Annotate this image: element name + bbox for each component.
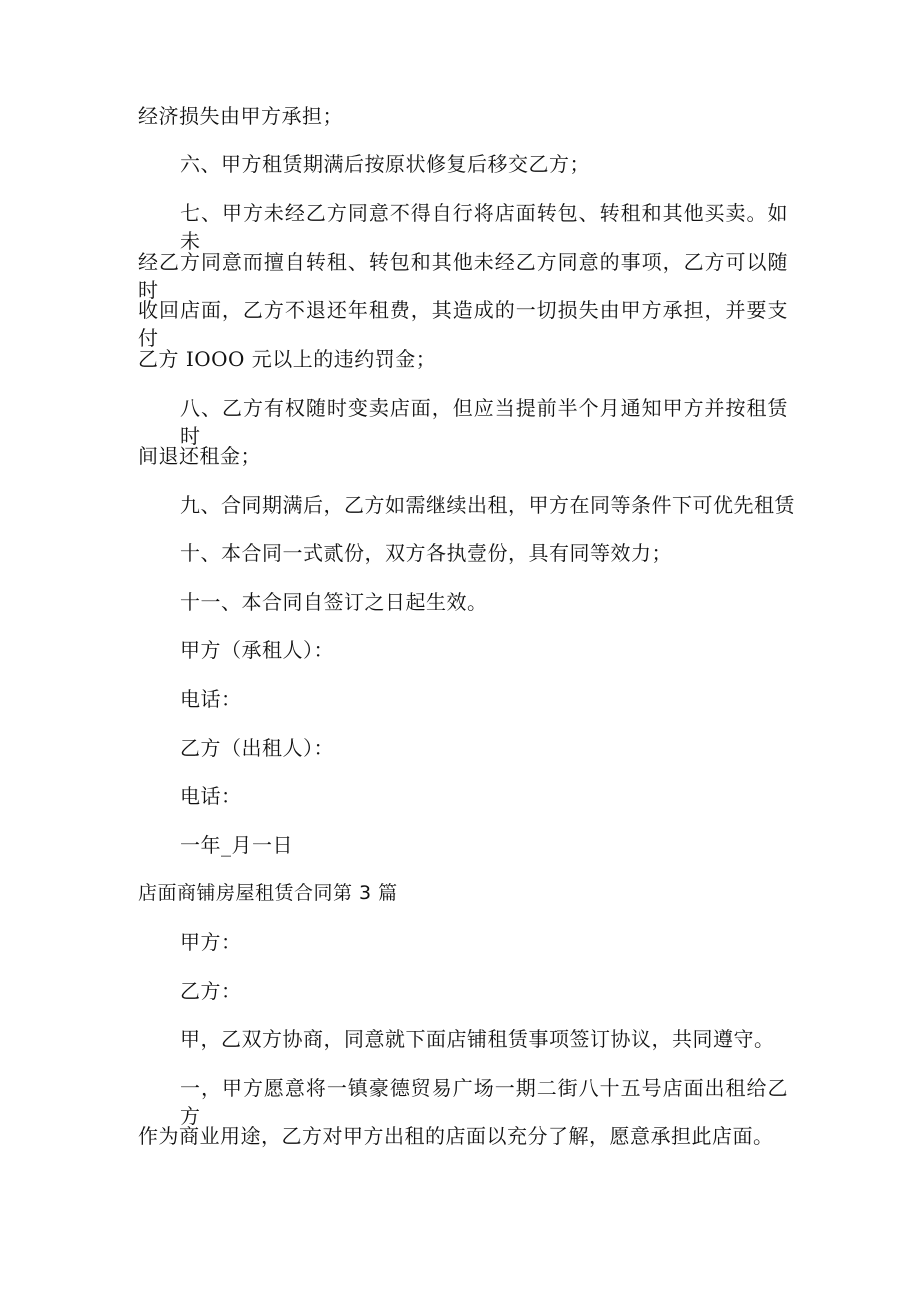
text-line: 经乙方同意而擅自转租、转包和其他未经乙方同意的事项，乙方可以随时 — [138, 250, 788, 302]
clause-nine: 九、合同期满后，乙方如需继续出租，甲方在同等条件下可优先租赁 — [180, 493, 795, 517]
party-b-phone: 电话： — [180, 784, 242, 808]
party-b-signature: 乙方（出租人）： — [180, 736, 334, 760]
clause-one: 一，甲方愿意将一镇豪德贸易广场一期二街八十五号店面出租给乙方 — [180, 1076, 788, 1128]
agreement-intro: 甲，乙双方协商，同意就下面店铺租赁事项签订协议，共同遵守。 — [180, 1027, 775, 1051]
party-b-label: 乙方： — [180, 979, 242, 1003]
date-line: 一年_月一日 — [180, 833, 293, 857]
party-a-signature: 甲方（承租人）： — [180, 638, 334, 662]
text-line: 间退还租金； — [138, 444, 261, 468]
text-line: 经济损失由甲方承担； — [138, 104, 343, 128]
text-line: 作为商业用途，乙方对甲方出租的店面以充分了解，愿意承担此店面。 — [138, 1124, 774, 1148]
text-line: 乙方 IOOO 元以上的违约罚金； — [138, 347, 437, 371]
clause-seven: 七、甲方未经乙方同意不得自行将店面转包、转租和其他买卖。如未 — [180, 201, 788, 253]
party-a-label: 甲方： — [180, 930, 242, 954]
clause-eleven: 十一、本合同自签订之日起生效。 — [180, 590, 488, 614]
text-line: 收回店面，乙方不退还年租费，其造成的一切损失由甲方承担，并要支付 — [138, 298, 788, 350]
section-heading: 店面商铺房屋租赁合同第 3 篇 — [138, 882, 398, 904]
party-a-phone: 电话： — [180, 687, 242, 711]
clause-six: 六、甲方租赁期满后按原状修复后移交乙方； — [180, 152, 590, 176]
clause-eight: 八、乙方有权随时变卖店面，但应当提前半个月通知甲方并按租赁时 — [180, 396, 788, 448]
clause-ten: 十、本合同一式贰份，双方各执壹份，具有同等效力； — [180, 541, 672, 565]
